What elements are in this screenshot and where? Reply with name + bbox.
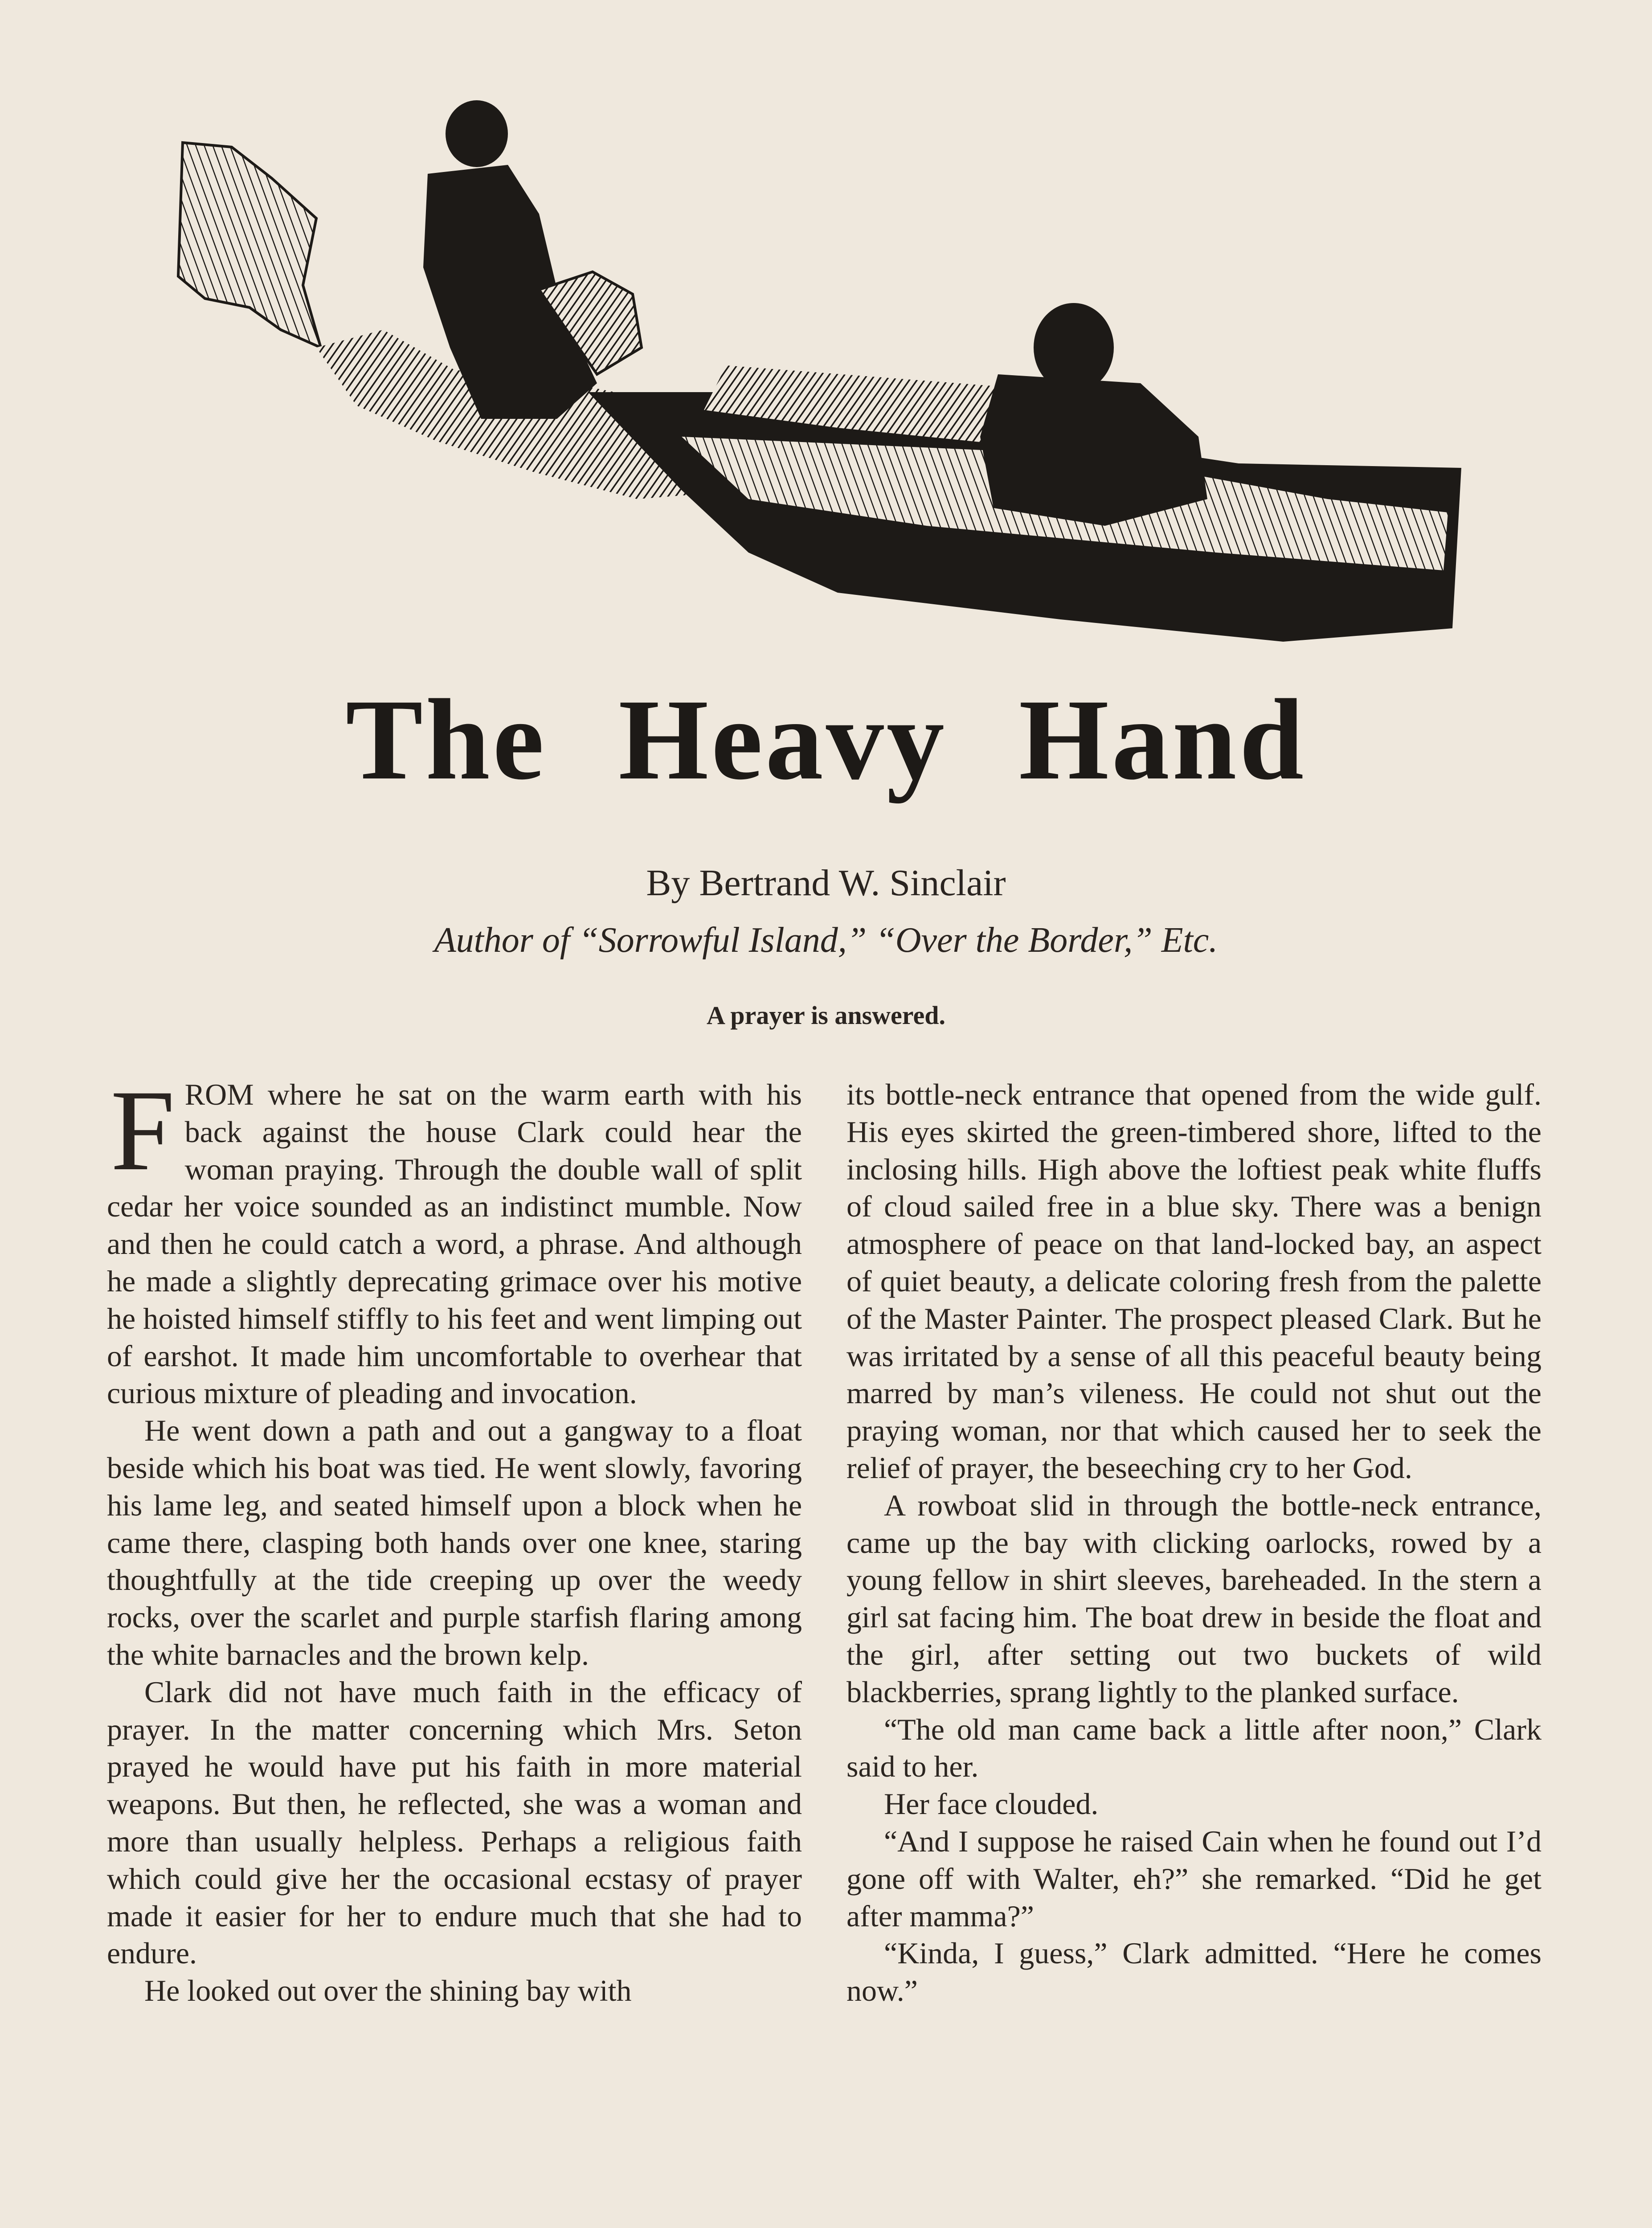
paragraph: He went down a path and out a gangway to a float beside which his boat was tied. He went slowly, favoring his lame leg, and seated himself upon a block when he came there, clasping both hands over one knee, staring thoughtfully at the tide creeping up over the weedy rocks, over the scarlet and purple starfish flaring among the white barnacles and the brown kelp. xyxy=(107,1413,802,1671)
paragraph: Her face clouded. xyxy=(884,1787,1099,1821)
boat-illustration xyxy=(169,98,1488,659)
text-column-left xyxy=(107,1076,802,2228)
byline: By Bertrand W. Sinclair xyxy=(646,862,1006,904)
author-credits: Author of “Sorrowful Island,” “Over the Border,” Etc. xyxy=(434,921,1218,960)
paragraph: A rowboat slid in through the bottle-neck entrance, came up the bay with clicking oarlocks, rowed by a young fellow in shirt sleeves, bareheaded. In the stern a girl sat facing him. The boat drew in beside the float and the girl, after setting out two buckets of wild blackberries, sprang lightly to the planked surface. xyxy=(846,1488,1542,1709)
text-column-right xyxy=(846,1076,1542,2228)
paragraph: its bottle-neck entrance that opened from the wide gulf. His eyes skirted the green-timbered shore, lifted to the inclosing hills. High above the loftiest peak white fluffs of cloud sailed free in a blue sky. There was a benign atmosphere of peace on that land-locked bay, an aspect of quiet beauty, a delicate coloring fresh from the palette of the Master Painter. The prospect pleased Clark. But he was irritated by a sense of all this peaceful beauty being marred by man’s vileness. He could not shut out the praying woman, nor that which caused her to seek the relief of prayer, the beseeching cry to her God. xyxy=(846,1077,1542,1485)
paragraph: “The old man came back a little after noon,” Clark said to her. xyxy=(846,1712,1542,1784)
paragraph xyxy=(107,1076,802,1412)
paragraph: He looked out over the shining bay with xyxy=(144,1974,632,2008)
drop-cap: F xyxy=(110,1076,175,1195)
article-deck: A prayer is answered. xyxy=(707,1001,945,1030)
paragraph: Clark did not have much faith in the efficacy of prayer. In the matter concerning which Mrs. Seton prayed he would have put his faith in more material weapons. But then, he reflected, she was a woman and more than usually helpless. Perhaps a religious faith which could give her the occasional ecstasy of prayer made it easier for her to endure much that she had to endure. xyxy=(107,1675,802,1970)
article-title: The Heavy Hand xyxy=(345,676,1307,804)
paragraph: “And I suppose he raised Cain when he found out I’d gone off with Walter, eh?” she remarked. “Did he get after mamma?” xyxy=(846,1824,1542,1933)
paragraph: “Kinda, I guess,” Clark admitted. “Here he comes now.” xyxy=(846,1936,1542,2008)
paragraph-text: ROM where he sat on the warm earth with his back against the house Clark could hear the woman praying. Through the double wall of split cedar her voice sounded as an indistinct mumble. Now and then he could catch a word, a phrase. And although he made a slightly deprecating grimace over his motive he hoisted himself stiffly to his feet and went limping out of earshot. It made him uncomfortable to overhear that curious mixture of pleading and invocation. xyxy=(107,1077,802,1410)
